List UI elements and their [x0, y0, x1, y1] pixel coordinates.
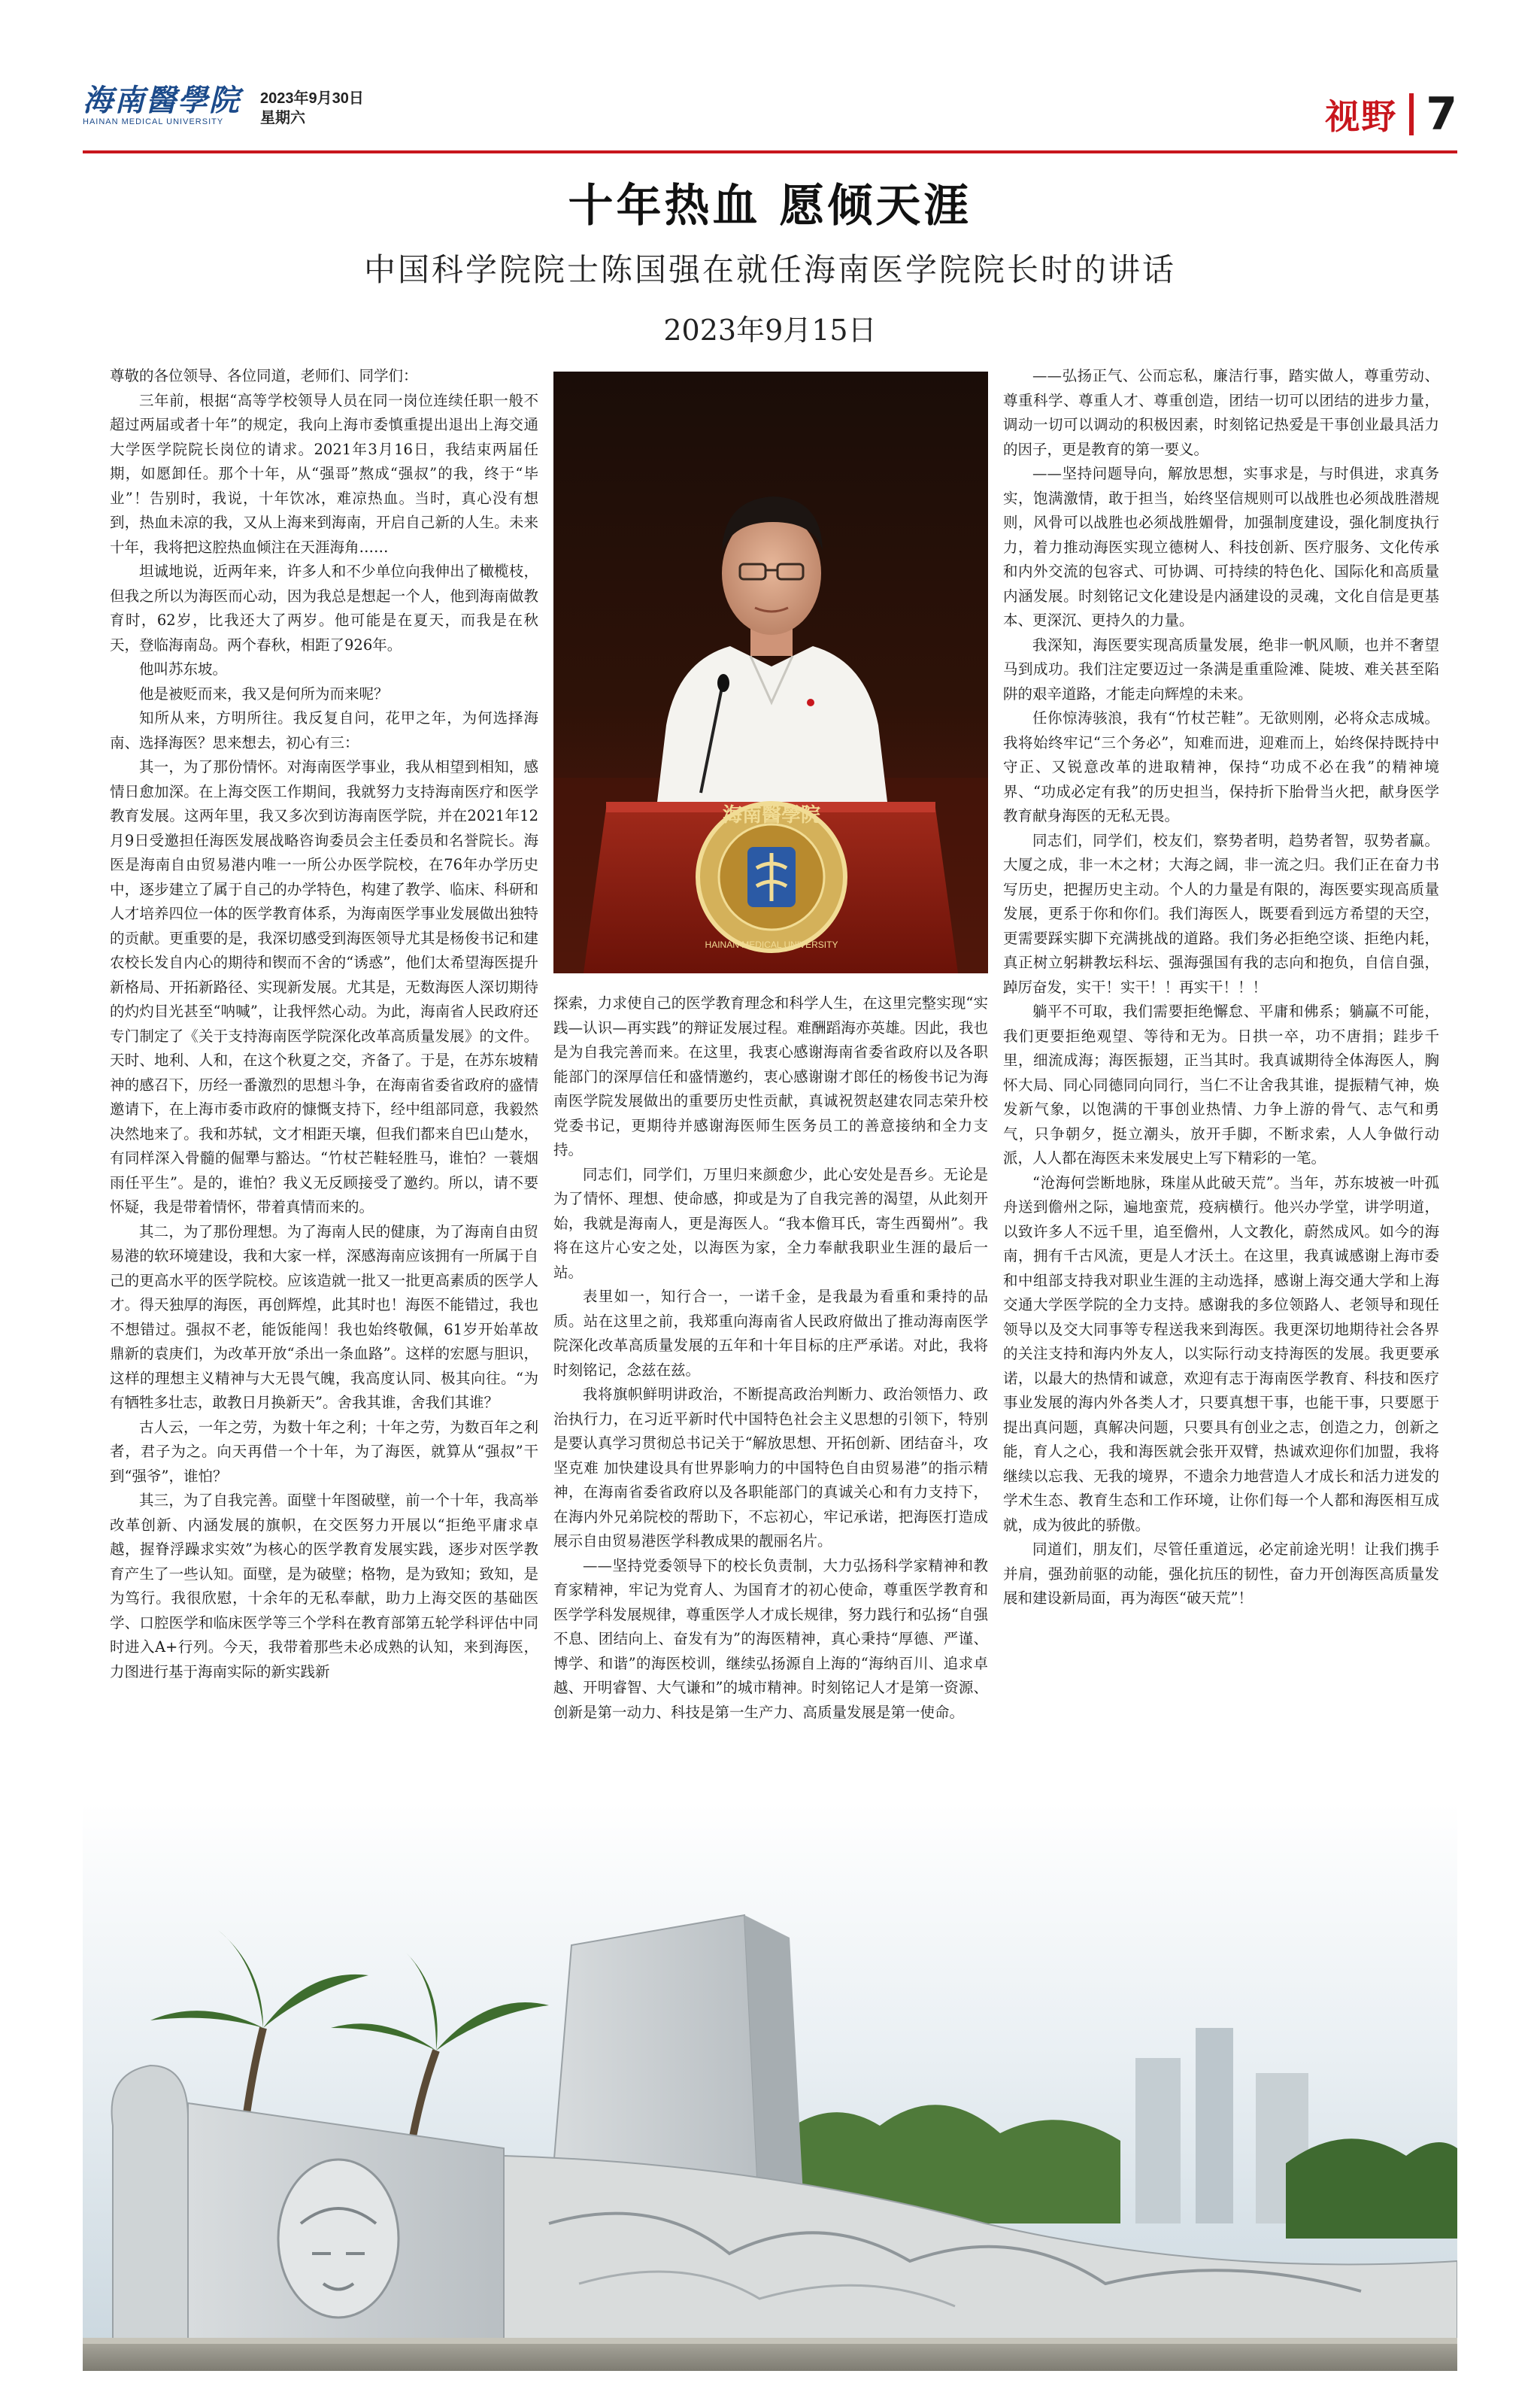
- article-dateline: 2023年9月15日: [663, 314, 877, 347]
- paragraph: 同志们，同学们，万里归来颜愈少，此心安处是吾乡。无论是为了情怀、理想、使命感，抑或是为了自我完善的渴望，从此刻开始，我就是海南人，更是海医人。“我本儋耳氏，寄生西蜀州”。我将在这片心安之处，以海医为家，全力奉献我职业生涯的最后一站。: [553, 1165, 988, 1281]
- lectern-sign-cn: 海南醫學院: [722, 804, 821, 827]
- paragraph: 古人云，一年之劳，为数十年之利；十年之劳，为数百年之利者，君子为之。向天再借一个十年，为了海医，就算从“强叔”干到“强爷”，谁怕？: [110, 1418, 538, 1485]
- paragraph: 三年前，根据“高等学校领导人员在同一岗位连续任职一般不超过两届或者十年”的规定，我向上海市委慎重提出退出上海交通大学医学院院长岗位的请求。2021年3月16日，我结束两届任期，如愿卸任。那个十年，从“强哥”熬成“强叔”的我，终于“毕业”！告别时，我说，十年饮冰，难凉热血。当时，真心没有想到，热血未凉的我，又从上海来到海南，开启自己新的人生。未来十年，我将把这腔热血倾注在天涯海角……: [110, 391, 538, 556]
- salutation: 尊敬的各位领导、各位同道，老师们、同学们：: [110, 367, 418, 384]
- lectern-sign-en: HAINAN MEDICAL UNIVERSITY: [705, 939, 838, 950]
- paragraph: 坦诚地说，近两年来，许多人和不少单位向我伸出了橄榄枝，但我之所以为海医而心动，因为我总是想起一个人，他到海南做教育时，62岁，比我还大了两岁。他可能是在夏天，而我是在秋天，登临海南岛。两个春秋，相距了926年。: [110, 563, 538, 654]
- section-name: 视野: [1325, 96, 1398, 137]
- masthead: [83, 84, 1457, 149]
- section-divider: [1409, 93, 1414, 135]
- paragraph: 他叫苏东坡。: [139, 660, 228, 678]
- paragraph: 同志们，同学们，校友们，察势者明，趋势者智，驭势者赢。大厦之成，非一木之材；大海之阔，非一流之归。我们正在奋力书写历史，把握历史主动。个人的力量是有限的，海医要实现高质量发展，更系于你和你们。我们海医人，既要看到远方希望的天空，更需要踩实脚下充满挑战的道路。我们务必拒绝空谈、拒绝内耗，真正树立躬耕教坛科坛、强海强国有我的志向和抱负，自信自强，踔厉奋发，实干！实干！！再实干！！！: [1003, 831, 1439, 996]
- paragraph: 其三，为了自我完善。面壁十年图破壁，前一个十年，我高举改革创新、内涵发展的旗帜，在交医努力开展以“拒绝平庸求卓越，握脊浮躁求实效”为核心的医学教育发展实践，逐步对医学教育产生了一些认知。面壁，是为破壁；格物，是为致知；致知，是为笃行。我很欣慰，十余年的无私奉献，助力上海交医的基础医学、口腔医学和临床医学等三个学科在教育部第五轮学科评估中同时进入A+行列。今天，我带着那些未必成熟的认知，来到海医，力图进行基于海南实际的新实践新: [110, 1492, 538, 1680]
- paragraph: ——坚持问题导向，解放思想，实事求是，与时俱进，求真务实，饱满激情，敢于担当，始终坚信规则可以战胜也必须战胜潜规则，风骨可以战胜也必须战胜媚骨，加强制度建设，强化制度执行力，着力推动海医实现立德树人、科技创新、医疗服务、文化传承和内外交流的包容式、可协调、可持续的特色化、国际化和高质量内涵发展。时刻铭记文化建设是内涵建设的灵魂，文化自信是更基本、更深沉、更持久的力量。: [1003, 465, 1439, 629]
- paragraph: 其二，为了那份理想。为了海南人民的健康，为了海南自由贸易港的软环境建设，我和大家一样，深感海南应该拥有一所属于自己的更高水平的医学院校。应该造就一批又一批更高素质的医学人才。得天独厚的海医，再创辉煌，此其时也！海医不能错过，我也不想错过。强叔不老，能饭能闯！我也始终敬佩，61岁开始革故鼎新的袁庚们，为改革开放“杀出一条血路”。这样的宏愿与胆识，这样的理想主义精神与大无畏气魄，我高度认同、极其向往。“为有牺牲多壮志，敢教日月换新天”。舍我其谁，舍我们其谁？: [110, 1222, 538, 1411]
- paragraph: 其一，为了那份情怀。对海南医学事业，我从相望到相知，感情日愈加深。在上海交医工作期间，我就努力支持海南医疗和医学教育发展。这两年里，我又多次到访海南医学院，并在2021年12月9日受邀担任海医发展战略咨询委员会主任委员和名誉院长。海医是海南自由贸易港内唯一一所公办医学院校，在76年办学历史中，逐步建立了属于自己的办学特色，构建了教学、临床、科研和人才培养四位一体的医学教育体系，为海南医学事业发展做出独特的贡献。更重要的是，我深切感受到海医领导尤其是杨俊书记和建农校长发自内心的期待和锲而不舍的“诱惑”，他们太希望海医提升新格局、开拓新路径、实现新发展。尤其是，无数海医人深切期待的灼灼目光甚至“呐喊”，让我怦然心动。为此，海南省人民政府还专门制定了《关于支持海南医学院深化改革高质量发展》的文件。天时、地利、人和，在这个秋夏之交，齐备了。于是，在苏东坡精神的感召下，历经一番激烈的思想斗争，在海南省委省政府的盛情邀请下，在上海市委市政府的慷慨支持下，经中组部同意，我毅然决然地来了。我和苏轼，文才相距天壤，但我们都来自巴山楚水，有同样深入骨髓的倔犟与豁达。“竹杖芒鞋轻胜马，谁怕？一蓑烟雨任平生”。是的，谁怕？我义无反顾接受了邀约。所以，请不要怀疑，我是带着情怀，带着真情而来的。: [110, 758, 538, 1216]
- paragraph: 知所从来，方明所往。我反复自问，花甲之年，为何选择海南、选择海医？思来想去，初心有三：: [110, 709, 538, 751]
- paragraph: ——弘扬正气、公而忘私，廉洁行事，踏实做人，尊重劳动、尊重科学、尊重人才、尊重创造，团结一切可以团结的进步力量，调动一切可以调动的积极因素，时刻铭记热爱是干事创业最具活力的因子，更是教育的第一要义。: [1003, 367, 1439, 458]
- issue-weekday: 星期六: [260, 110, 305, 126]
- paragraph: “沧海何尝断地脉，珠崖从此破天荒”。当年，苏东坡被一叶孤舟送到儋州之际，遍地蛮荒，疫病横行。他兴办学堂，讲学明道，以致许多人不远千里，追至儋州，人文教化，蔚然成风。如今的海南，拥有千古风流，更是人才沃土。在这里，我真诚感谢上海市委和中组部支持我对职业生涯的主动选择，感谢上海交通大学和上海交通大学医学院的全力支持。感谢我的多位领路人、老领导和现任领导以及交大同事等专程送我来到海医。我更深切地期待社会各界的关注支持和海内外友人，以实际行动支持海医的发展。我更要承诺，以最大的热情和诚意，欢迎有志于海南医学教育、科技和医疗事业发展的海内外各类人才，只要真想干事，也能干事，只要愿于提出真问题，真解决问题，只要具有创业之志，创造之力，创新之能，育人之心，我和海医就会张开双臂，热诚欢迎你们加盟，我将继续以忘我、无我的境界，不遗余力地营造人才成长和活力迸发的学术生态、教育生态和工作环境，让你们每一个人都和海医相互成就，成为彼此的骄傲。: [1003, 1173, 1439, 1534]
- paragraph: 我深知，海医要实现高质量发展，绝非一帆风顺，也并不奢望马到成功。我们注定要迈过一条满是重重险滩、陡坡、难关甚至陷阱的艰辛道路，才能走向辉煌的未来。: [1003, 636, 1439, 703]
- paragraph: 他是被贬而来，我又是何所为而来呢？: [139, 684, 389, 703]
- paragraph: 探索，力求使自己的医学教育理念和科学人生，在这里完整实现“实践—认识—再实践”的辩证发展过程。难酬蹈海亦英雄。因此，我也是为自我完善而来。在这里，我衷心感谢海南省委省政府以及各职能部门的深厚信任和盛情邀约，衷心感谢谢才郎任的杨俊书记为海南医学院发展做出的重要历史性贡献，真诚祝贺赵建农同志荣升校党委书记，更期待并感谢海医师生医务员工的善意接纳和全力支持。: [553, 994, 988, 1158]
- paragraph: 躺平不可取，我们需要拒绝懈怠、平庸和佛系；躺赢不可能，我们更要拒绝观望、等待和无为。日拱一卒，功不唐捐；跬步千里，细流成海；海医振翅，正当其时。我真诚期待全体海医人，胸怀大局、同心同德同向同行，当仁不让舍我其谁，提振精气神，焕发新气象，以饱满的干事创业热情、力争上游的骨气、志气和勇气，只争朝夕，挺立潮头，放开手脚，不断求索，人人争做行动派，人人都在海医未来发展史上写下精彩的一笔。: [1003, 1003, 1439, 1167]
- university-logo: [83, 84, 241, 126]
- speaker-portrait-photo: [553, 372, 988, 973]
- logo-en: HAINAN MEDICAL UNIVERSITY: [83, 117, 224, 126]
- paragraph: 表里如一，知行合一，一诺千金，是我最为看重和秉持的品质。站在这里之前，我郑重向海南省人民政府做出了推动海南医学院深化改革高质量发展的五年和十年目标的庄严承诺。对此，我将时刻铭记，念兹在兹。: [553, 1288, 988, 1379]
- article-column-1: [110, 364, 538, 1793]
- paragraph: ——坚持党委领导下的校长负责制，大力弘扬科学家精神和教育家精神，牢记为党育人、为国育才的初心使命，尊重医学教育和医学学科发展规律，尊重医学人才成长规律，努力践行和弘扬“自强不息、团结向上、奋发有为”的海医精神，真心秉持“厚德、严谨、博学、和谐”的海医校训，继续弘扬源自上海的“海纳百川、追求卓越、开明睿智、大气谦和”的城市精神。时刻铭记人才是第一资源、创新是第一动力、科技是第一生产力、高质量发展是第一使命。: [553, 1556, 988, 1721]
- paragraph: 同道们，朋友们，尽管任重道远，必定前途光明！让我们携手并肩，强劲前驱的动能，强化抗压的韧性，奋力开创海医高质量发展和建设新局面，再为海医“破天荒”！: [1003, 1540, 1439, 1607]
- issue-date: 2023年9月30日: [260, 90, 364, 107]
- paragraph: 任你惊涛骇浪，我有“竹杖芒鞋”。无欲则刚，必将众志成城。我将始终牢记“三个务必”，知难而进，迎难而上，始终保持既持中守正、又锐意改革的进取精神，保持“功成不必在我”的精神境界、“功成必定有我”的历史担当，保持折下胎骨当火把，献身医学教育献身海医的无私无畏。: [1003, 709, 1439, 824]
- issue-date-block: [260, 89, 364, 128]
- masthead-rule: [83, 150, 1457, 153]
- page-number: 7: [1426, 88, 1457, 141]
- campus-relief-wall-photo: [83, 1802, 1457, 2371]
- article-column-3: [1003, 364, 1439, 1793]
- article-subtitle: 中国科学院院士陈国强在就任海南医学院院长时的讲话: [363, 251, 1176, 288]
- logo-cn: 海南醫學院: [83, 83, 241, 118]
- article-column-2: [553, 991, 988, 1793]
- article-title: 十年热血 愿倾天涯: [568, 180, 972, 232]
- section-label: [1325, 86, 1457, 143]
- paragraph: 我将旗帜鲜明讲政治，不断提高政治判断力、政治领悟力、政治执行力，在习近平新时代中国特色社会主义思想的引领下，特别是要认真学习贯彻总书记关于“解放思想、开拓创新、团结奋斗，攻坚克难 加快建设具有世界影响力的中国特色自由贸易港”的指示精神，在海南省委省政府以及各职能部门的真诚关心和有力支持下，在海内外兄弟院校的帮助下，不忘初心，牢记承诺，把海医打造成展示自由贸易港医学科教成果的靓丽名片。: [553, 1386, 988, 1550]
